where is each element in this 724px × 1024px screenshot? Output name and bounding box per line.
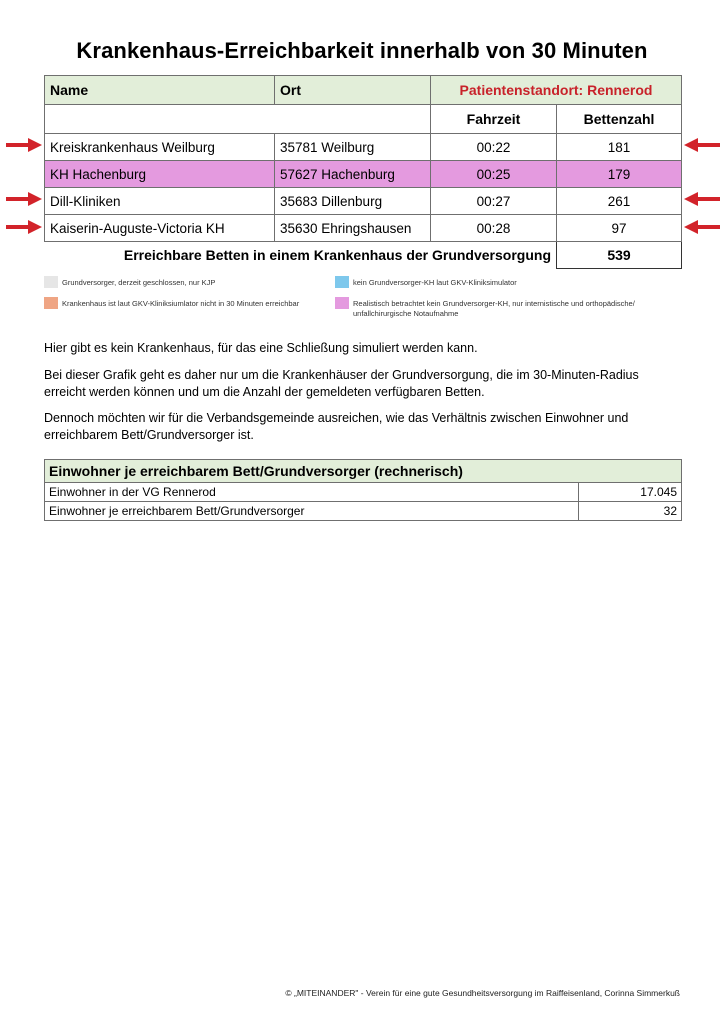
legend-orange-text: Krankenhaus ist laut GKV-Kliniksiumlator nicht in 30 Minuten erreichbar	[62, 299, 300, 308]
ratio-table	[44, 459, 682, 521]
legend-swatch-blue	[335, 276, 349, 288]
hospital-ort: 35781 Weilburg	[275, 134, 431, 161]
header-ort: Ort	[275, 76, 431, 105]
table-row	[45, 161, 682, 188]
ratio-header-row	[45, 460, 682, 483]
legend-grey-text: Grundversorger, derzeit geschlossen, nur KJP	[62, 278, 216, 287]
arrow-left-icon	[684, 138, 720, 152]
ratio-label: Einwohner je erreichbarem Bett/Grundversorger	[45, 502, 579, 521]
hospital-betten: 179	[557, 161, 682, 188]
table-row	[45, 483, 682, 502]
table-row	[45, 502, 682, 521]
ratio-value: 32	[579, 502, 682, 521]
total-row	[45, 242, 682, 269]
total-value: 539	[557, 242, 682, 269]
total-label: Erreichbare Betten in einem Krankenhaus der Grundversorgung	[45, 242, 557, 269]
header-name: Name	[45, 76, 275, 105]
page-title: Krankenhaus-Erreichbarkeit innerhalb von 30 Minuten	[76, 38, 648, 63]
ratio-header: Einwohner je erreichbarem Bett/Grundversorger (rechnerisch)	[45, 460, 682, 483]
hospital-betten: 97	[557, 215, 682, 242]
ratio-value: 17.045	[579, 483, 682, 502]
paragraph-1: Hier gibt es kein Krankenhaus, für das eine Schließung simuliert werden kann.	[44, 341, 478, 355]
legend-swatch-pink	[335, 297, 349, 309]
arrow-left-icon	[684, 192, 720, 206]
hospital-name: Dill-Kliniken	[45, 188, 275, 215]
hospital-fahrzeit: 00:28	[431, 215, 557, 242]
hospital-name: Kaiserin-Auguste-Victoria KH	[45, 215, 275, 242]
ratio-label: Einwohner in der VG Rennerod	[45, 483, 579, 502]
patient-location: Patientenstandort: Rennerod	[431, 76, 682, 105]
legend-swatch-orange	[44, 297, 58, 309]
arrow-right-icon	[6, 192, 42, 206]
hospital-betten: 181	[557, 134, 682, 161]
hospital-table	[44, 75, 682, 269]
table-subheader-row	[45, 105, 682, 134]
hospital-ort: 35683 Dillenburg	[275, 188, 431, 215]
paragraph-3: Dennoch möchten wir für die Verbandsgemeinde ausreichen, wie das Verhältnis zwischen Einwohner und erreichbarem Bett/Grundversorger ist.	[44, 411, 629, 442]
arrow-right-icon	[6, 138, 42, 152]
arrow-right-icon	[6, 220, 42, 234]
footer-copyright: © „MITEINANDER" - Verein für eine gute Gesundheitsversorgung im Raiffeisenland, Corinna Simmerkuß	[285, 988, 680, 998]
header-fahrzeit: Fahrzeit	[431, 105, 557, 134]
header-betten: Bettenzahl	[557, 105, 682, 134]
hospital-fahrzeit: 00:25	[431, 161, 557, 188]
arrow-left-icon	[684, 220, 720, 234]
table-row	[45, 215, 682, 242]
table-header-row	[45, 76, 682, 105]
table-row	[45, 188, 682, 215]
hospital-betten: 261	[557, 188, 682, 215]
hospital-ort: 57627 Hachenburg	[275, 161, 431, 188]
hospital-name: Kreiskrankenhaus Weilburg	[45, 134, 275, 161]
subheader-empty	[45, 105, 431, 134]
legend-pink-text: Realistisch betrachtet kein Grundversorger-KH, nur internistische und orthopädische/ unfallchirurgische Notaufnahme	[353, 299, 635, 318]
hospital-fahrzeit: 00:22	[431, 134, 557, 161]
hospital-fahrzeit: 00:27	[431, 188, 557, 215]
paragraph-2: Bei dieser Grafik geht es daher nur um die Krankenhäuser der Grundversorgung, die im 30-Minuten-Radius erreicht werden können und um die Anzahl der gemeldeten verfügbaren Betten.	[44, 368, 639, 399]
table-row	[45, 134, 682, 161]
hospital-ort: 35630 Ehringshausen	[275, 215, 431, 242]
hospital-name: KH Hachenburg	[45, 161, 275, 188]
legend-blue-text: kein Grundversorger-KH laut GKV-Kliniksimulator	[353, 278, 517, 287]
legend-swatch-grey	[44, 276, 58, 288]
